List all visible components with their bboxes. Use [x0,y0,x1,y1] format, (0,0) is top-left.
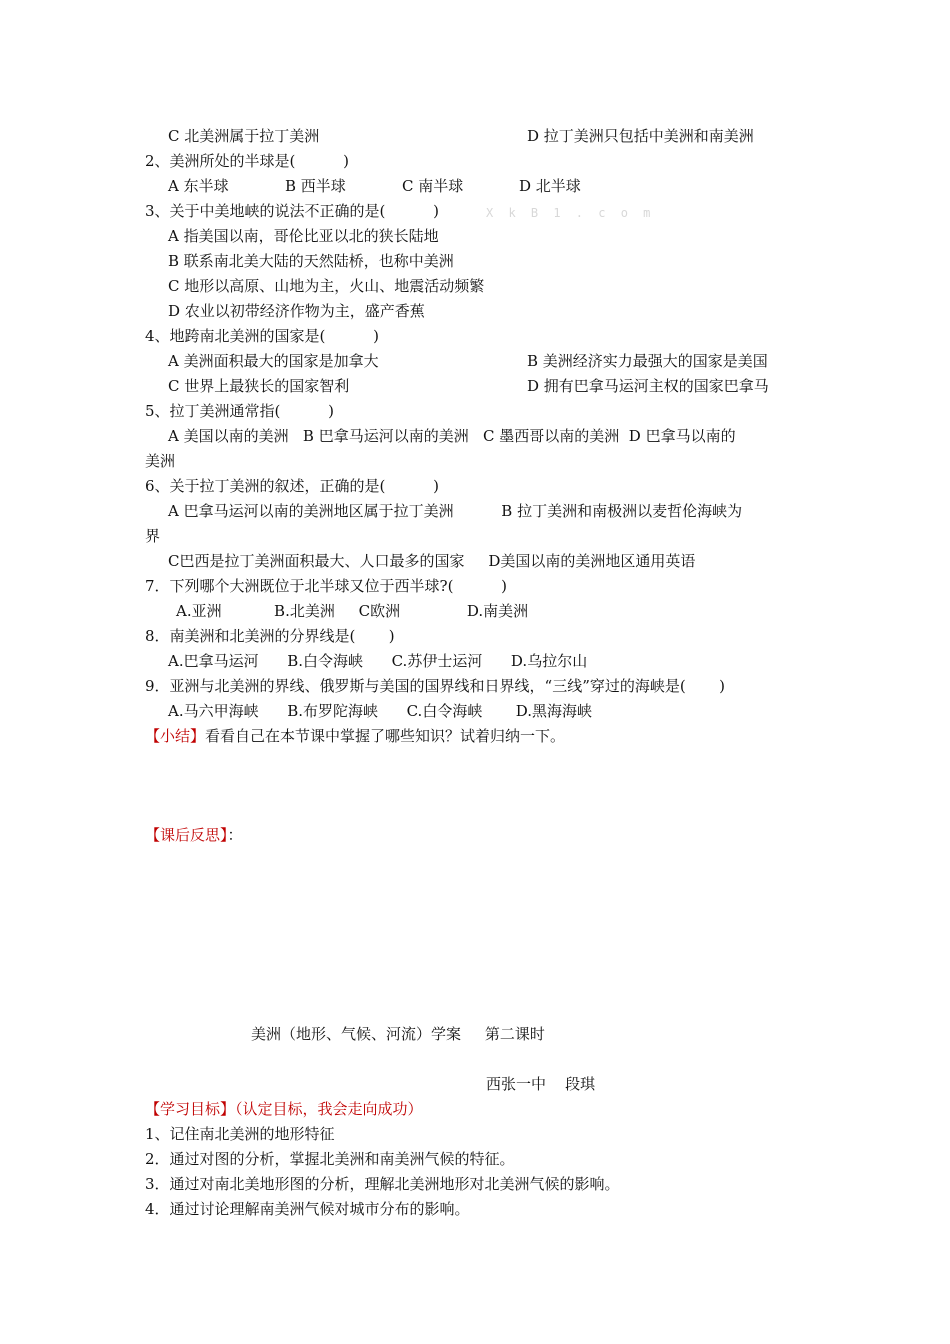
summary-text: 看看自己在本节课中掌握了哪些知识？试着归纳一下。 [205,727,566,745]
q5-options-line2: 美洲 [145,452,176,470]
q3-option-b: B 联系南北美大陆的天然陆桥，也称中美洲 [168,252,454,270]
q7-options: A.亚洲 B.北美洲 C欧洲 D.南美洲 [176,602,529,620]
q1-option-c: C 北美洲属于拉丁美洲 [168,127,320,145]
q3-stem: 3、关于中美地峡的说法不正确的是( ) [145,202,439,220]
goals-heading [145,1099,423,1119]
q4-option-a: A 美洲面积最大的国家是加拿大 [168,352,379,370]
goal-item: 4．通过讨论理解南美洲气候对城市分布的影响。 [145,1200,470,1218]
q4-option-b: B 美洲经济实力最强大的国家是美国 [527,352,768,370]
summary-label: 【小结】 [145,727,206,745]
goal-item: 2．通过对图的分析，掌握北美洲和南美洲气候的特征。 [145,1150,515,1168]
q2-option-c: C 南半球 [402,177,464,195]
q2-option-b: B 西半球 [285,177,346,195]
lesson-title: 美洲（地形、气候、河流）学案 第二课时 [251,1025,545,1043]
q8-stem: 8．南美洲和北美洲的分界线是( ) [145,627,395,645]
watermark-text: X k B 1 . c o m [486,206,655,220]
q4-option-d: D 拥有巴拿马运河主权的国家巴拿马 [527,377,769,395]
q8-options: A.巴拿马运河 B.白令海峡 C.苏伊士运河 D.乌拉尔山 [168,652,588,670]
q6-options-line3: C巴西是拉丁美洲面积最大、人口最多的国家 D美国以南的美洲地区通用英语 [168,552,696,570]
q1-option-d: D 拉丁美洲只包括中美洲和南美洲 [527,127,754,145]
q7-stem: 7．下列哪个大洲既位于北半球又位于西半球?( ) [145,577,507,595]
goals-label: 【学习目标】 [145,1100,236,1118]
reflection-label: 【课后反思】 [145,826,228,844]
q3-option-d: D 农业以初带经济作物为主，盛产香蕉 [168,302,425,320]
q6-stem: 6、关于拉丁美洲的叙述，正确的是( ) [145,477,439,495]
reflection-suffix: ： [227,826,243,844]
q2-option-d: D 北半球 [519,177,581,195]
q5-options-line1: A 美国以南的美洲 B 巴拿马运河以南的美洲 C 墨西哥以南的美洲 D 巴拿马以南的 [168,427,736,445]
goal-item: 1、记住南北美洲的地形特征 [145,1125,335,1143]
q4-option-c: C 世界上最狭长的国家智利 [168,377,350,395]
lesson-author: 西张一中 段琪 [486,1075,596,1093]
q6-options-line1: A 巴拿马运河以南的美洲地区属于拉丁美洲 B 拉丁美洲和南极洲以麦哲伦海峡为 [168,502,743,520]
q9-stem: 9．亚洲与北美洲的界线、俄罗斯与美国的国界线和日界线，“三线”穿过的海峡是( ) [145,677,725,695]
q3-option-a: A 指美国以南，哥伦比亚以北的狭长陆地 [168,227,439,245]
q5-stem: 5、拉丁美洲通常指( ) [145,402,334,420]
q2-stem: 2、美洲所处的半球是( ) [145,152,349,170]
q4-stem: 4、地跨南北美洲的国家是( ) [145,327,379,345]
q6-options-line2: 界 [145,527,161,545]
q3-option-c: C 地形以高原、山地为主，火山、地震活动频繁 [168,277,485,295]
q2-option-a: A 东半球 [168,177,229,195]
goal-item: 3．通过对南北美地形图的分析，理解北美洲地形对北美洲气候的影响。 [145,1175,620,1193]
goals-note: （认定目标，我会走向成功） [235,1100,423,1118]
reflection-line [145,825,243,845]
q9-options: A.马六甲海峡 B.布罗陀海峡 C.白令海峡 D.黑海海峡 [168,702,592,720]
summary-line [145,726,565,746]
